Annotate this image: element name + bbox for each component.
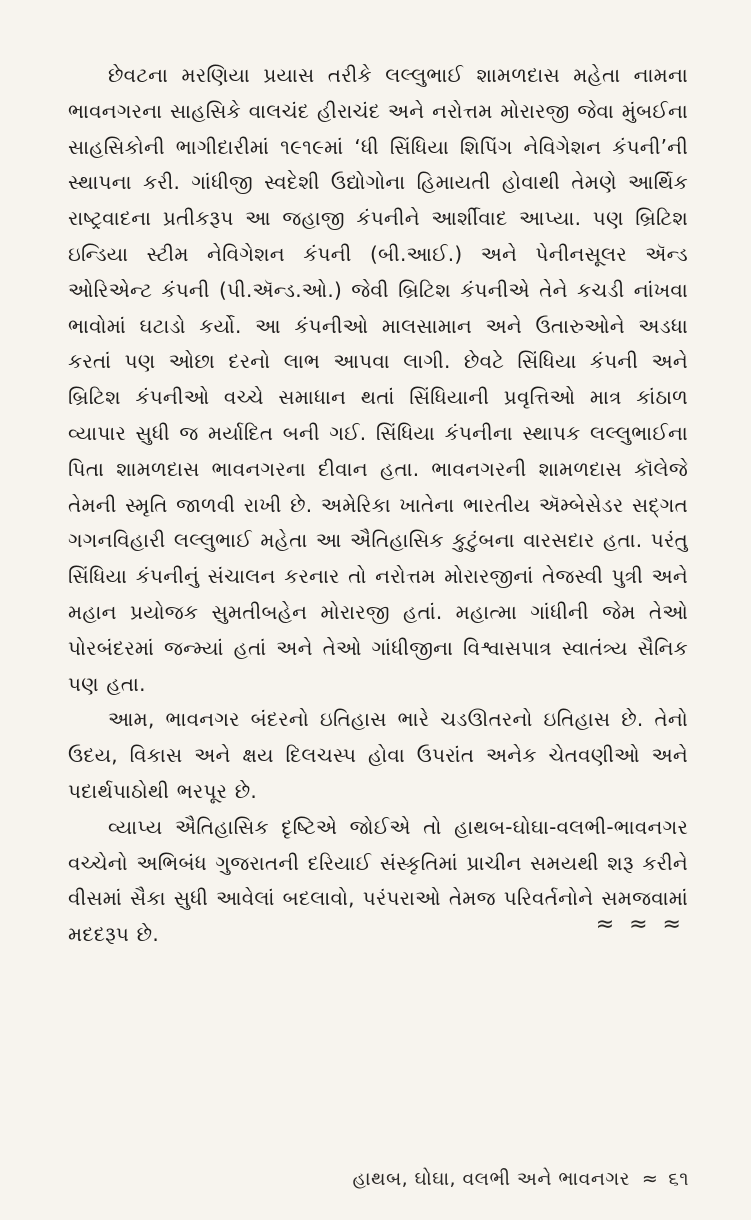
body-text [68, 58, 688, 953]
section-end-ornament: ≈ ≈ ≈ [595, 912, 685, 937]
running-title: હાથબ, ઘોઘા, વલભી અને ભાવનગર [352, 1168, 630, 1190]
paragraph-bhavnagar-port: આમ, ભાવનગર બંદરનો ઇતિહાસ ભારે ચડઊતરનો ઇતિહાસ છે. તેનો ઉદય, વિકાસ અને ક્ષય દિલચસ્પ હોવા ઉપરાંત અનેક ચેતવણીઓ અને પદાર્થપાઠોથી ભરપૂર છે. [68, 707, 688, 803]
page-footer [352, 1168, 689, 1190]
paragraph-historical-view: વ્યાપ્ય ઐતિહાસિક દૃષ્ટિએ જોઈએ તો હાથબ-ઘોઘા-વલભી-ભાવનગર વચ્ચેનો અભિબંધ ગુજરાતની દરિયાઈ સંસ્કૃતિમાં પ્રાચીન સમયથી શરૂ કરીને વીસમાં સૈકા સુધી આવેલાં બદલાવો, પરંપરાઓ તેમજ પરિવર્તનોને સમજવામાં મદદરૂપ છે. [68, 814, 688, 947]
paragraph-sindhia-history: છેવટના મરણિયા પ્રયાસ તરીકે લલ્લુભાઈ શામળદાસ મહેતા નામના ભાવનગરના સાહસિકે વાલચંદ હીરાચંદ અને નરોત્તમ મોરારજી જેવા મુંબઈના સાહસિકોની ભાગીદારીમાં ૧૯૧૯માં ‘ધી સિંધિયા શિપિંગ નેવિગેશન કંપની’ની સ્થાપના કરી. ગાંધીજી સ્વદેશી ઉદ્યોગોના હિમાયતી હોવાથી તેમણે આર્થિક રાષ્ટ્રવાદના પ્રતીકરૂપ આ જહાજી કંપનીને આર્શીવાદ આપ્યા. પણ બ્રિટિશ ઇન્ડિયા સ્ટીમ નેવિગેશન કંપની (બી.આઈ.) અને પેનીનસૂલર ઍન્ડ ઓરિએન્ટ કંપની (પી.ઍન્ડ.ઓ.) જેવી બ્રિટિશ કંપનીએ તેને કચડી નાંખવા ભાવોમાં ઘટાડો કર્યો. આ કંપનીઓ માલસામાન અને ઉતારુઓને અડધા કરતાં પણ ઓછા દરનો લાભ આપવા લાગી. છેવટે સિંધિયા કંપની અને બ્રિટિશ કંપનીઓ વચ્ચે સમાધાન થતાં સિંધિયાની પ્રવૃત્તિઓ માત્ર કાંઠાળ વ્યાપાર સુધી જ મર્યાદિત બની ગઈ. સિંધિયા કંપનીના સ્થાપક લલ્લુભાઈના પિતા શામળદાસ ભાવનગરના દીવાન હતા. ભાવનગરની શામળદાસ કૉલેજે તેમની સ્મૃતિ જાળવી રાખી છે. અમેરિકા ખાતેના ભારતીય ઍમ્બેસેડર સદ્ગત ગગનવિહારી લલ્લુભાઈ મહેતા આ ઐતિહાસિક કુટુંબના વારસદાર હતા. પરંતુ સિંધિયા કંપનીનું સંચાલન કરનાર તો નરોત્તમ મોરારજીનાં તેજસ્વી પુત્રી અને મહાન પ્રયોજક સુમતીબહેન મોરારજી હતાં. મહાત્મા ગાંધીની જેમ તેઓ પોરબંદરમાં જન્મ્યાં હતાં અને તેઓ ગાંધીજીના વિશ્વાસપાત્ર સ્વાતંત્ર્ય સૈનિક પણ હતા. [68, 63, 688, 696]
footer-separator: ≈ [641, 1168, 659, 1190]
page-number: ૬૧ [668, 1168, 689, 1190]
